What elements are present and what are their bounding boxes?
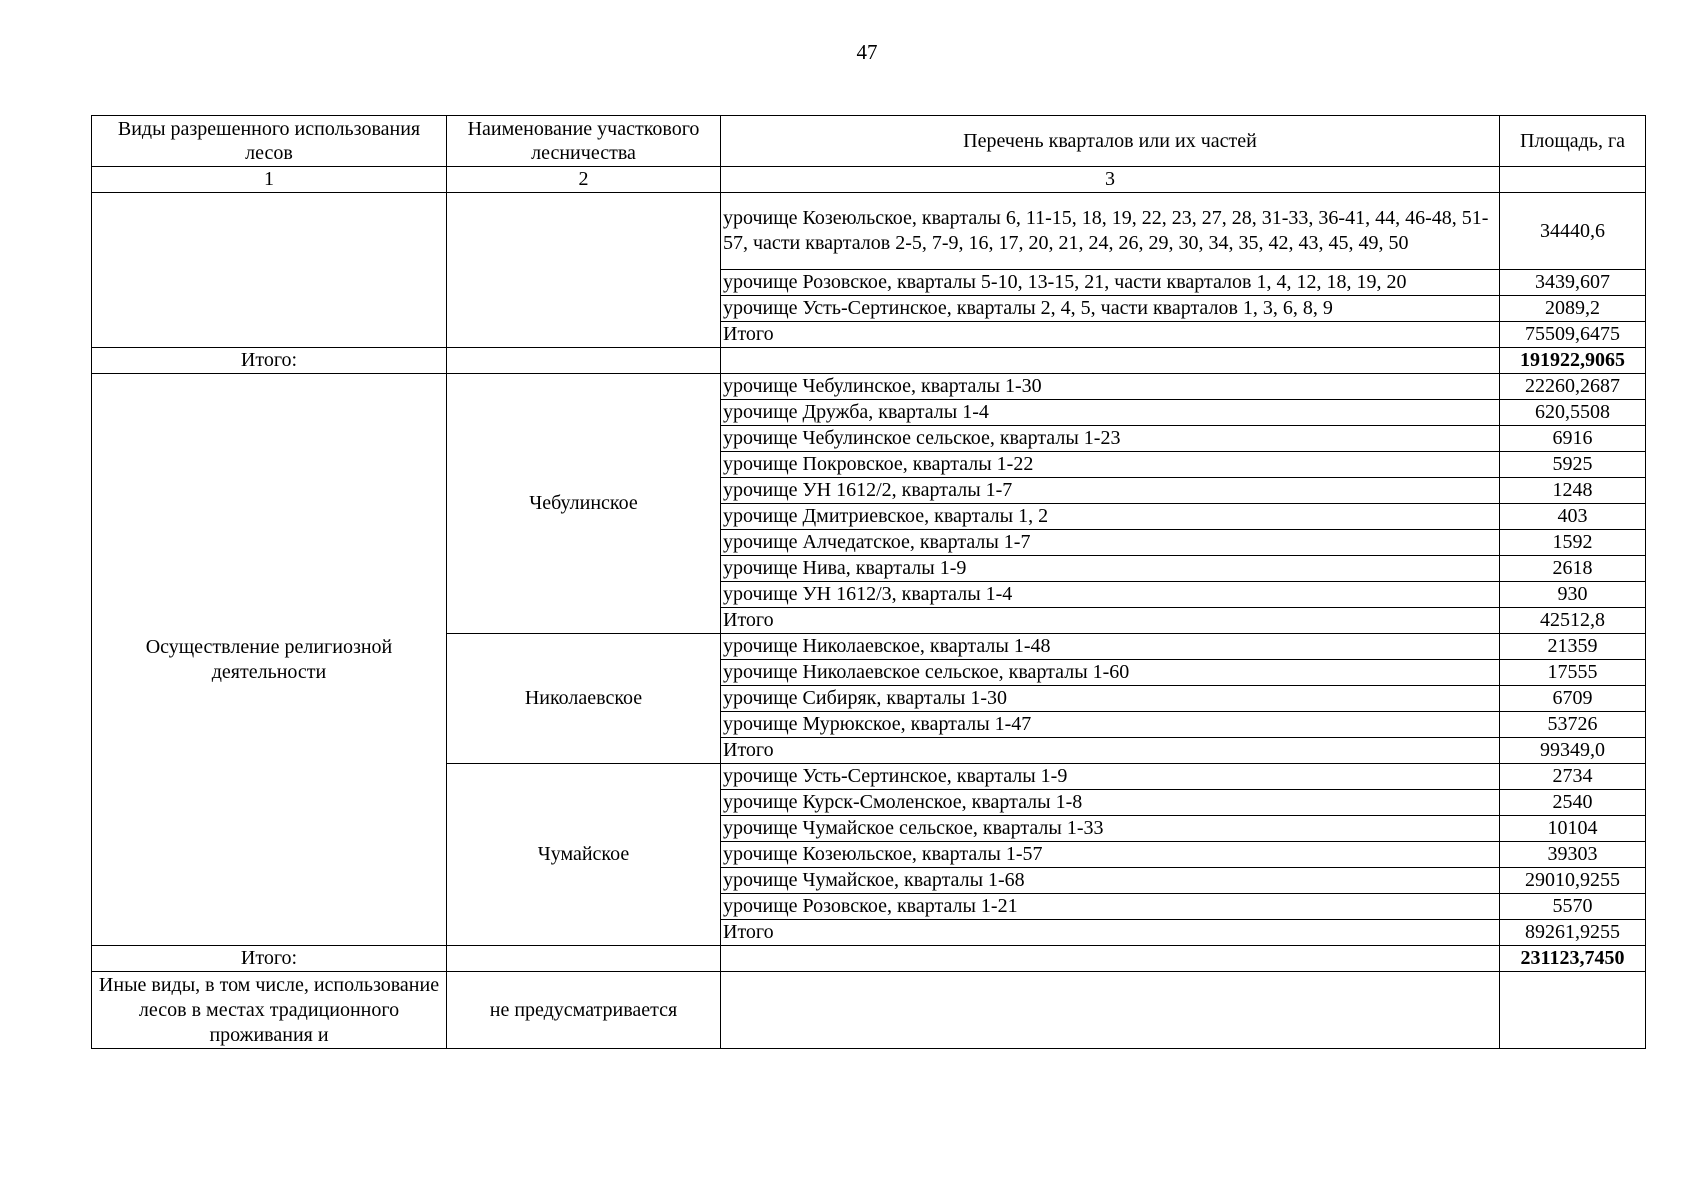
area-cell: 2540 bbox=[1500, 790, 1646, 816]
subtotal-value: 99349,0 bbox=[1500, 738, 1646, 764]
area-cell: 10104 bbox=[1500, 816, 1646, 842]
use-type-religious: Осуществление религиозной деятельности bbox=[92, 374, 447, 946]
total-label: Итого: bbox=[92, 348, 447, 374]
area-cell: 930 bbox=[1500, 582, 1646, 608]
area-cell: 2618 bbox=[1500, 556, 1646, 582]
forestry-nikolaevskoe: Николаевское bbox=[447, 634, 721, 764]
quarters-cell: урочище Сибиряк, кварталы 1-30 bbox=[721, 686, 1500, 712]
empty-cell bbox=[447, 946, 721, 972]
header-forestry: Наименование участкового лесничества bbox=[447, 116, 721, 167]
area-cell: 5570 bbox=[1500, 894, 1646, 920]
header-use-type: Виды разрешенного использования лесов bbox=[92, 116, 447, 167]
area-cell: 1592 bbox=[1500, 530, 1646, 556]
subtotal-label: Итого bbox=[721, 738, 1500, 764]
page-number: 47 bbox=[856, 40, 878, 64]
area-cell: 22260,2687 bbox=[1500, 374, 1646, 400]
quarters-cell: урочище Усть-Сертинское, кварталы 1-9 bbox=[721, 764, 1500, 790]
empty-cell bbox=[1500, 972, 1646, 1049]
use-type-other: Иные виды, в том числе, использование лесов в местах традиционного проживания и bbox=[92, 972, 447, 1049]
subtotal-value: 75509,6475 bbox=[1500, 322, 1646, 348]
table-row bbox=[92, 374, 1646, 400]
quarters-cell: урочище Курск-Смоленское, кварталы 1-8 bbox=[721, 790, 1500, 816]
quarters-cell: урочище Алчедатское, кварталы 1-7 bbox=[721, 530, 1500, 556]
area-cell: 17555 bbox=[1500, 660, 1646, 686]
forest-use-table bbox=[91, 115, 1646, 1049]
forestry-chebulinskoe: Чебулинское bbox=[447, 374, 721, 634]
quarters-cell: урочище Усть-Сертинское, кварталы 2, 4, 5, части кварталов 1, 3, 6, 8, 9 bbox=[721, 296, 1500, 322]
subtotal-label: Итого bbox=[721, 920, 1500, 946]
area-cell: 53726 bbox=[1500, 712, 1646, 738]
subtotal-value: 42512,8 bbox=[1500, 608, 1646, 634]
area-cell: 21359 bbox=[1500, 634, 1646, 660]
use-type-cell-empty bbox=[92, 193, 447, 348]
area-cell: 6916 bbox=[1500, 426, 1646, 452]
quarters-cell: урочище УН 1612/3, кварталы 1-4 bbox=[721, 582, 1500, 608]
column-number: 1 bbox=[92, 167, 447, 193]
quarters-cell: урочище УН 1612/2, кварталы 1-7 bbox=[721, 478, 1500, 504]
area-cell: 1248 bbox=[1500, 478, 1646, 504]
area-cell: 39303 bbox=[1500, 842, 1646, 868]
area-cell: 620,5508 bbox=[1500, 400, 1646, 426]
quarters-cell: урочище Нива, кварталы 1-9 bbox=[721, 556, 1500, 582]
quarters-cell: урочище Чумайское сельское, кварталы 1-33 bbox=[721, 816, 1500, 842]
column-number bbox=[1500, 167, 1646, 193]
area-cell: 5925 bbox=[1500, 452, 1646, 478]
table-row bbox=[92, 972, 1646, 1049]
header-quarters: Перечень кварталов или их частей bbox=[721, 116, 1500, 167]
quarters-cell: урочище Розовское, кварталы 5-10, 13-15, 21, части кварталов 1, 4, 12, 18, 19, 20 bbox=[721, 270, 1500, 296]
column-number-row bbox=[92, 167, 1646, 193]
quarters-cell: урочище Козеюльское, кварталы 1-57 bbox=[721, 842, 1500, 868]
total-value: 231123,7450 bbox=[1500, 946, 1646, 972]
area-cell: 403 bbox=[1500, 504, 1646, 530]
area-cell: 29010,9255 bbox=[1500, 868, 1646, 894]
forestry-cell-empty bbox=[447, 193, 721, 348]
header-area: Площадь, га bbox=[1500, 116, 1646, 167]
quarters-cell: урочище Дружба, кварталы 1-4 bbox=[721, 400, 1500, 426]
total-row bbox=[92, 946, 1646, 972]
subtotal-value: 89261,9255 bbox=[1500, 920, 1646, 946]
quarters-cell: урочище Николаевское сельское, кварталы 1-60 bbox=[721, 660, 1500, 686]
column-number: 2 bbox=[447, 167, 721, 193]
empty-cell bbox=[721, 972, 1500, 1049]
subtotal-label: Итого bbox=[721, 322, 1500, 348]
empty-cell bbox=[721, 946, 1500, 972]
quarters-cell: урочище Покровское, кварталы 1-22 bbox=[721, 452, 1500, 478]
subtotal-label: Итого bbox=[721, 608, 1500, 634]
total-label: Итого: bbox=[92, 946, 447, 972]
table-header-row bbox=[92, 116, 1646, 167]
quarters-cell: урочище Мурюкское, кварталы 1-47 bbox=[721, 712, 1500, 738]
quarters-cell: урочище Дмитриевское, кварталы 1, 2 bbox=[721, 504, 1500, 530]
area-cell: 2734 bbox=[1500, 764, 1646, 790]
forestry-not-provided: не предусматривается bbox=[447, 972, 721, 1049]
area-cell: 6709 bbox=[1500, 686, 1646, 712]
empty-cell bbox=[721, 348, 1500, 374]
quarters-cell: урочище Николаевское, кварталы 1-48 bbox=[721, 634, 1500, 660]
area-cell: 2089,2 bbox=[1500, 296, 1646, 322]
empty-cell bbox=[447, 348, 721, 374]
area-cell: 34440,6 bbox=[1500, 193, 1646, 270]
forestry-chumayskoe: Чумайское bbox=[447, 764, 721, 946]
quarters-cell: урочище Розовское, кварталы 1-21 bbox=[721, 894, 1500, 920]
quarters-cell: урочище Чебулинское сельское, кварталы 1-23 bbox=[721, 426, 1500, 452]
column-number: 3 bbox=[721, 167, 1500, 193]
quarters-cell: урочище Чумайское, кварталы 1-68 bbox=[721, 868, 1500, 894]
quarters-cell: урочище Чебулинское, кварталы 1-30 bbox=[721, 374, 1500, 400]
quarters-cell: урочище Козеюльское, кварталы 6, 11-15, 18, 19, 22, 23, 27, 28, 31-33, 36-41, 44, 46-48, 51-57, части кварталов 2-5, 7-9, 16, 17, 20, 21, 24, 26, 29, 30, 34, 35, 42, 43, 45, 49, 50 bbox=[721, 193, 1500, 270]
total-row bbox=[92, 348, 1646, 374]
table-row bbox=[92, 193, 1646, 270]
total-value: 191922,9065 bbox=[1500, 348, 1646, 374]
area-cell: 3439,607 bbox=[1500, 270, 1646, 296]
